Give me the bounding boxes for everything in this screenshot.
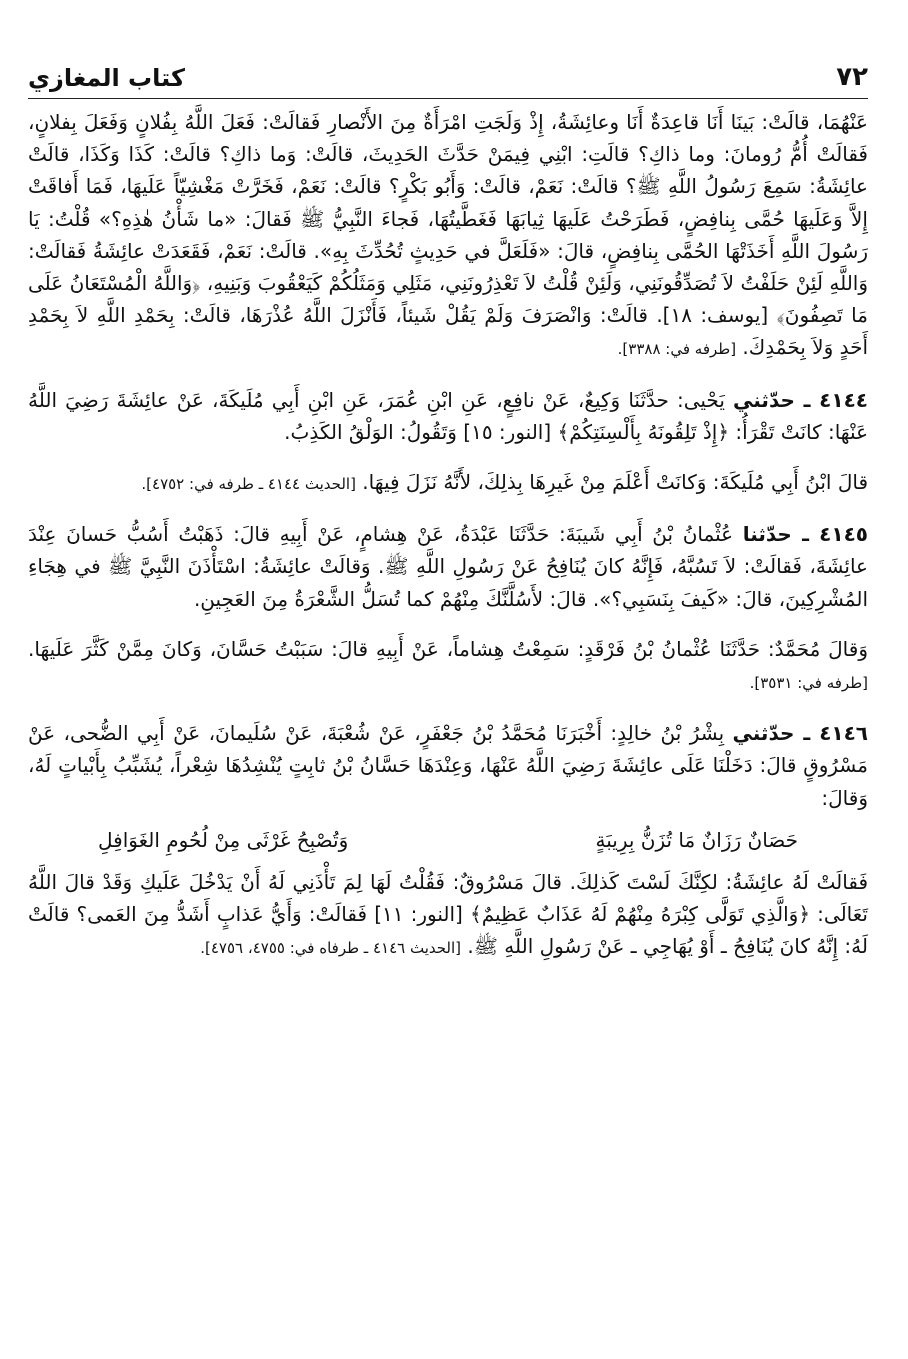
cross-reference: [طرفه في: ٣٣٨٨].: [617, 340, 737, 359]
cross-reference: [الحديث ٤١٤٦ ـ طرفاه في: ٤٧٥٥، ٤٧٥٦].: [200, 939, 462, 958]
paragraph: [28, 384, 868, 448]
page-body: [28, 106, 868, 982]
page-header: [28, 48, 868, 99]
poetry-verse: [28, 820, 868, 862]
text-block: [28, 866, 868, 965]
paragraph: [28, 633, 868, 699]
hadith-block: [28, 518, 868, 615]
hadith-block: [28, 384, 868, 448]
hadith-number: ٤١٤٥ ـ حدّثنا: [742, 522, 868, 547]
verse-first-hemistich: حَصَانٌ رَزَانٌ مَا تُزَنُّ بِرِيبَةٍ: [595, 827, 798, 852]
paragraph-text: يَحْيى: حدَّثَنَا وَكِيعٌ، عَنْ نافِعٍ، عَنِ ابْنِ عُمَرَ، عَنِ ابْنِ أَبِي مُلَيكَةَ، عَنْ عائِشَةَ رَضِيَ اللَّهُ عَنْهَا: كانَتْ تَقْرَأُ: ﴿إِذْ تَلِقُونَهُ بِأَلْسِنَتِكُمْ﴾ [النور: ١٥] وَتَقُولُ: الوَلْقُ الكَذِبُ.: [28, 387, 868, 444]
paragraph-text: وَقالَ مُحَمَّدٌ: حَدَّثَنَا عُثْمانُ بْنُ فَرْقَدٍ: سَمِعْتُ هِشاماً، عَنْ أَبِيهِ قالَ: سَبَبْتُ حَسَّانَ، وَكانَ مِمَّنْ كَثَّرَ عَلَيهَا.: [28, 636, 868, 661]
paragraph-text: عُثْمانُ بْنُ أَبِي شَيبَةَ: حَدَّثَنَا عَبْدَةُ، عَنْ هِشامٍ، عَنْ أَبِيهِ قالَ: ذَهَبْتُ أَسُبُّ حَسانَ عِنْدَ عائِشَةَ، فَقالَتْ: لاَ تَسُبَّهُ، فَإِنَّهُ كانَ يُنَافِحُ عَنْ رَسُولِ اللَّهِ ﷺ. وَقالَتْ عائِشَةُ: اسْتَأْذَنَ النَّبِيَّ ﷺ في هِجَاءِ المُشْرِكِينَ، قالَ: «كَيفَ بِنَسَبِي؟». قالَ: لأَسُلَّنَّكَ مِنْهُمْ كما تُسَلُّ الشَّعْرَةُ مِنَ العَجِينِ.: [28, 522, 868, 611]
paragraph: [28, 106, 868, 366]
paragraph: [28, 466, 868, 500]
page-number: ٧٢: [836, 62, 868, 92]
paragraph-text: فَقالَتْ لَهُ عائِشَةُ: لكِنَّكَ لَسْتَ كَذلِكَ. قالَ مَسْرُوقٌ: فَقُلْتُ لَهَا لِمَ تَأْذَنِي لَهُ أَنْ يَدْخُلَ عَلَيكِ وَقَدْ قالَ اللَّهُ تَعَالَى: ﴿وَالَّذِي تَوَلَّى كِبْرَهُ مِنْهُمْ لَهُ عَذَابٌ عَظِيمٌ﴾ [النور: ١١] فَقالَتْ: وَأَيُّ عَذابٍ أَشَدُّ مِنَ العَمى؟ قالَتْ لَهُ: إِنَّهُ كانَ يُنَافِحُ ـ أَوْ يُهَاجِي ـ عَنْ رَسُولِ اللَّهِ ﷺ.: [28, 869, 868, 959]
paragraph: [28, 717, 868, 814]
paragraph-text: عَنْهُمَا، قالَتْ: بَينَا أَنَا قاعِدَةٌ أَنَا وعائِشَةُ، إِذْ وَلَجَتِ امْرَأَةٌ مِنَ الأَنْصارِ فَقالَتْ: فَعَلَ اللَّهُ بِفُلانٍ وَفَعَلَ بِفلانٍ، فَقالَتْ أُمُّ رُومانَ: وما ذاكِ؟ قالَتِ: ابْنِي فِيمَنْ حَدَّثَ الحَدِيثَ، قالَتْ: وَما ذاكِ؟ قالَتْ: كَذَا وَكَذَا، قالَتْ عائِشَةُ: سَمِعَ رَسُولُ اللَّهِ ﷺ؟ قالَتْ: نَعَمْ، قالَتْ: وَأَبُو بَكْرٍ؟ قالَتْ: نَعَمْ، فَخَرَّتْ مَغْشِيّاً عَلَيهَا، فَمَا أَفاقَتْ إِلاَّ وَعَلَيهَا حُمَّى بِنافِضٍ، فَطَرَحْتُ عَلَيهَا ثِيابَهَا فَغَطَّيتُهَا، فَجاءَ النَّبِيُّ ﷺ فَقالَ: «ما شَأْنُ هٰذِهِ؟» قُلْتُ: يَا رَسُولَ اللَّهِ أَخَذَتْهَا الحُمَّى بِنافِضٍ، قالَ: «فَلَعَلَّ في حَدِيثٍ تُحُدِّثَ بِهِ». قالَتْ: نَعَمْ، فَقَعَدَتْ عائِشَةُ فَقالَتْ: وَاللَّهِ لَئِنْ حَلَفْتُ لاَ تُصَدِّقُونَنِي، وَلَئِنْ قُلْتُ لاَ تَعْذِرُونَنِي، مَثَلِي وَمَثَلُكُمْ كَيَعْقُوبَ وَبَنِيهِ، ﴿وَاللَّهُ الْمُسْتَعَانُ عَلَى مَا تَصِفُونَ﴾ [يوسف: ١٨]. قالَتْ: وَانْصَرَفَ وَلَمْ يَقُلْ شَيئاً، فَأَنْزَلَ اللَّهُ عُذْرَهَا، قالَتْ: بِحَمْدِ اللَّهِ لاَ بِحَمْدِ أَحَدٍ وَلاَ بِحَمْدِكَ.: [28, 110, 868, 360]
hadith-block: [28, 717, 868, 814]
paragraph-text: قالَ ابْنُ أَبِي مُلَيكَةَ: وَكانَتْ أَعْلَمَ مِنْ غَيرِهَا بِذلِكَ، لأَنَّهُ نَزَلَ فِيهَا.: [362, 470, 868, 495]
paragraph: [28, 866, 868, 965]
paragraph: [28, 518, 868, 615]
hadith-number: ٤١٤٦ ـ حدّثني: [732, 721, 869, 746]
book-title: كتاب المغازي: [28, 64, 185, 92]
hadith-number: ٤١٤٤ ـ حدّثني: [733, 387, 868, 412]
cross-reference: [الحديث ٤١٤٤ ـ طرفه في: ٤٧٥٢].: [141, 475, 356, 494]
text-block: [28, 466, 868, 500]
verse-second-hemistich: وَتُصْبِحُ غَرْثَى مِنْ لُحُومِ الغَوَافِلِ: [98, 827, 349, 852]
cross-reference: [طرفه في: ٣٥٣١].: [749, 674, 868, 693]
paragraph-text: بِشْرُ بْنُ خالِدٍ: أَخْبَرَنَا مُحَمَّدُ بْنُ جَعْفَرٍ، عَنْ شُعْبَةَ، عَنْ سُلَيمانَ، عَنْ أَبِي الضُّحى، عَنْ مَسْرُوقٍ قالَ: دَخَلْنَا عَلَى عائِشَةَ رَضِيَ اللَّهُ عَنْهَا، وَعِنْدَهَا حَسَّانُ بْنُ ثابِتٍ يُنْشِدُهَا شِعْراً، يُشَبِّبُ بِأَبْياتٍ لَهُ، وَقالَ:: [28, 721, 868, 810]
text-block: [28, 106, 868, 366]
text-block: [28, 633, 868, 699]
